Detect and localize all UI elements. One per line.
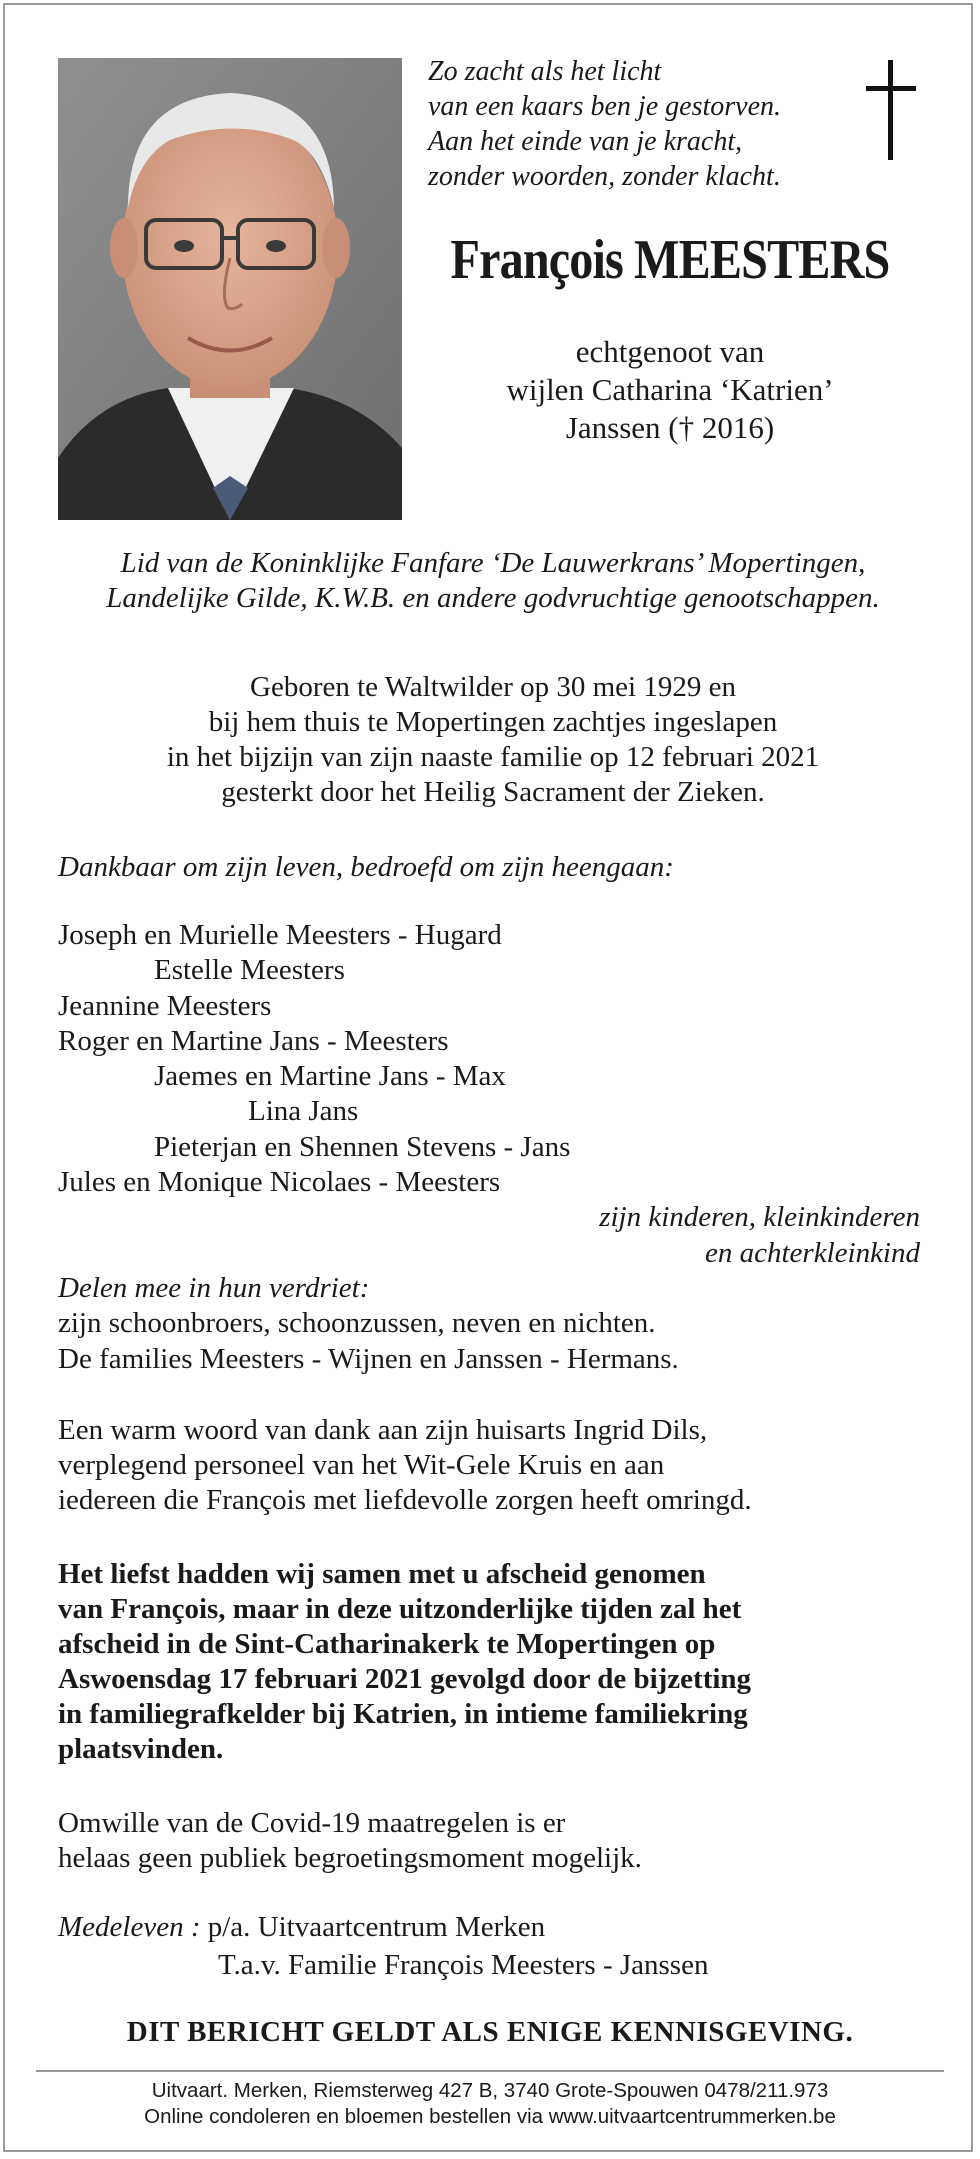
- farewell-line: Het liefst hadden wij samen met u afscheid genomen: [58, 1558, 706, 1590]
- poem-line: Aan het einde van je kracht,: [428, 126, 743, 157]
- birth-death-line: in het bijzijn van zijn naaste familie op 12 februari 2021: [166, 741, 820, 773]
- footer: [0, 2078, 980, 2130]
- family-caption: en achterkleinkind: [705, 1236, 920, 1269]
- condolences-address: p/a. Uitvaartcentrum Merken: [207, 1911, 546, 1943]
- family-member: Jules en Monique Nicolaes - Meesters: [58, 1166, 501, 1199]
- footer-line: Online condoleren en bloemen bestellen via www.uitvaartcentrummerken.be: [144, 2105, 836, 2128]
- footer-divider: [36, 2070, 944, 2072]
- family-member: Jeannine Meesters: [58, 989, 272, 1022]
- thanks-line: verplegend personeel van het Wit-Gele Kruis en aan: [58, 1449, 665, 1481]
- spouse-line: wijlen Catharina ‘Katrien’: [506, 372, 834, 407]
- spouse-line: Janssen († 2016): [565, 410, 775, 445]
- farewell-line: van François, maar in deze uitzonderlijke tijden zal het: [58, 1593, 742, 1625]
- farewell-paragraph: [58, 1557, 928, 1767]
- poem-line: Zo zacht als het licht: [428, 56, 662, 87]
- sharing-intro: Delen mee in hun verdriet:: [58, 1271, 370, 1304]
- portrait-photo: [58, 58, 402, 520]
- covid-paragraph: [58, 1806, 928, 1876]
- notice: DIT BERICHT GELDT ALS ENIGE KENNISGEVING.: [126, 2016, 854, 2048]
- sharing-line: De families Meesters - Wijnen en Janssen - Hermans.: [58, 1342, 679, 1375]
- cross-icon: [862, 60, 922, 160]
- spouse-line: echtgenoot van: [575, 334, 765, 369]
- thanks-paragraph: [58, 1413, 928, 1518]
- birth-death-line: gesterkt door het Heilig Sacrament der Zieken.: [221, 776, 765, 808]
- farewell-line: plaatsvinden.: [58, 1733, 224, 1765]
- covid-line: helaas geen publiek begroetingsmoment mogelijk.: [58, 1842, 642, 1874]
- spouse-info: [410, 333, 930, 447]
- poem-line: zonder woorden, zonder klacht.: [428, 161, 781, 192]
- gratitude-line: Dankbaar om zijn leven, bedroefd om zijn heengaan:: [58, 851, 674, 883]
- deceased-name: François MEESTERS: [450, 229, 890, 291]
- poem-line: van een kaars ben je gestorven.: [428, 91, 781, 122]
- membership-line: Lid van de Koninklijke Fanfare ‘De Lauwerkrans’ Mopertingen,: [120, 547, 866, 579]
- membership-line: Landelijke Gilde, K.W.B. en andere godvruchtige genootschappen.: [106, 582, 880, 614]
- family-member: Jaemes en Martine Jans - Max: [154, 1060, 506, 1093]
- family-member: Roger en Martine Jans - Meesters: [58, 1024, 449, 1057]
- birth-death-line: Geboren te Waltwilder op 30 mei 1929 en: [250, 671, 736, 703]
- family-list: [58, 918, 928, 1377]
- condolences: [58, 1908, 928, 1984]
- family-member: Joseph en Murielle Meesters - Hugard: [58, 919, 502, 951]
- sharing-line: zijn schoonbroers, schoonzussen, neven en nichten.: [58, 1307, 656, 1340]
- birth-death-info: [58, 670, 928, 810]
- family-member: Estelle Meesters: [154, 954, 345, 987]
- farewell-line: afscheid in de Sint-Catharinakerk te Mopertingen op: [58, 1628, 716, 1660]
- farewell-line: Aswoensdag 17 februari 2021 gevolgd door de bijzetting: [58, 1663, 752, 1695]
- footer-line: Uitvaart. Merken, Riemsterweg 427 B, 3740 Grote-Spouwen 0478/211.973: [151, 2079, 829, 2102]
- memberships: [58, 546, 928, 616]
- condolences-attention: T.a.v. Familie François Meesters - Janssen: [218, 1949, 709, 1981]
- poem: [428, 54, 848, 194]
- covid-line: Omwille van de Covid-19 maatregelen is er: [58, 1807, 566, 1839]
- farewell-line: in familiegrafkelder bij Katrien, in intieme familiekring: [58, 1698, 748, 1730]
- birth-death-line: bij hem thuis te Mopertingen zachtjes ingeslapen: [208, 706, 778, 738]
- family-member: Pieterjan en Shennen Stevens - Jans: [154, 1130, 571, 1163]
- family-caption: zijn kinderen, kleinkinderen: [599, 1201, 920, 1234]
- condolences-label: Medeleven :: [58, 1911, 201, 1943]
- thanks-line: Een warm woord van dank aan zijn huisarts Ingrid Dils,: [58, 1414, 708, 1446]
- thanks-line: iedereen die François met liefdevolle zorgen heeft omringd.: [58, 1484, 752, 1516]
- family-member: Lina Jans: [248, 1095, 359, 1128]
